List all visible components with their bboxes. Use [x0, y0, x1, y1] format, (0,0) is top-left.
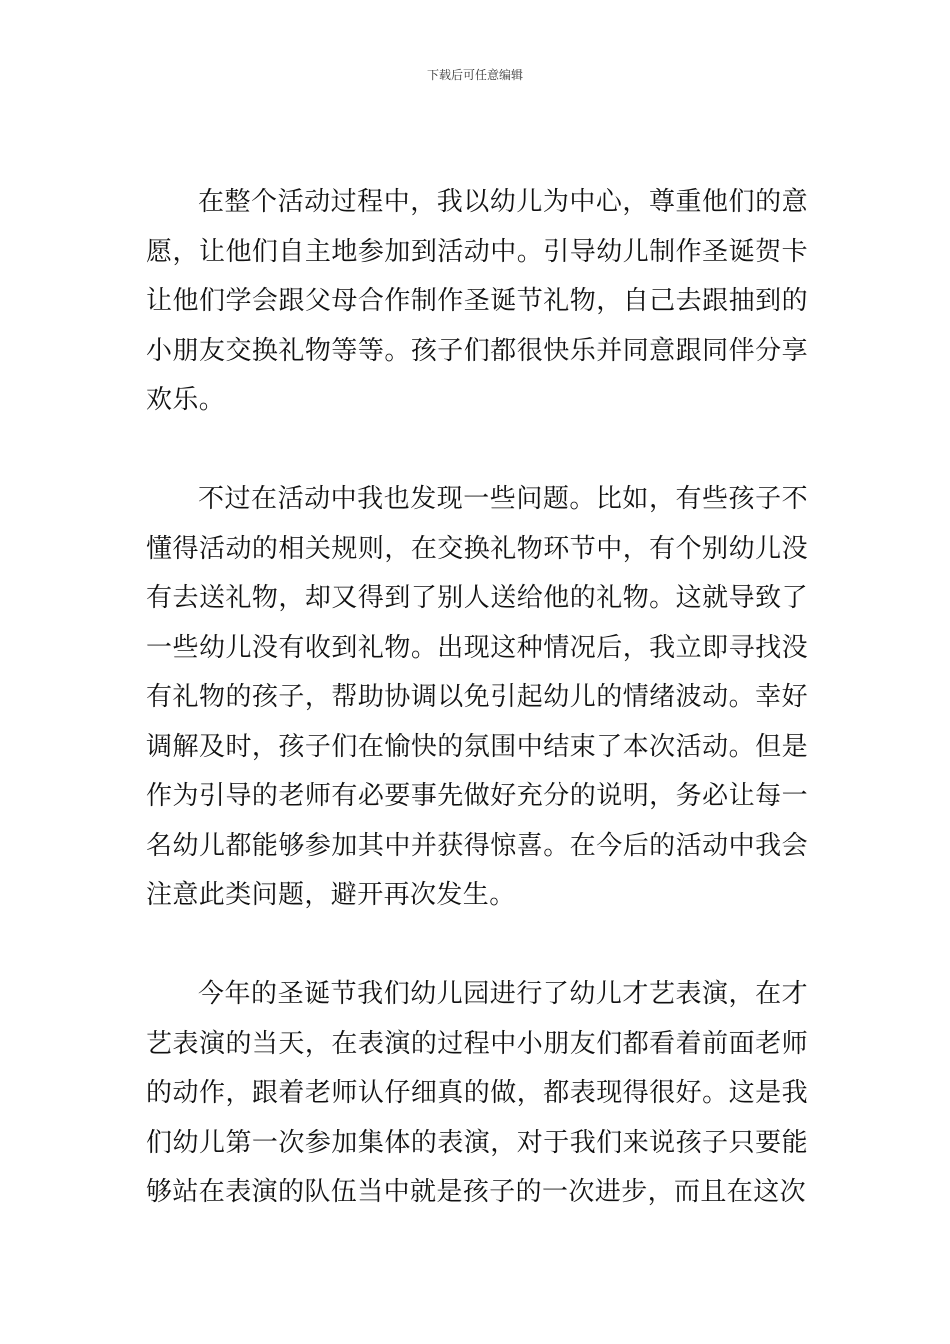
- paragraph-spacer: [146, 921, 808, 971]
- paragraph-spacer: [146, 426, 808, 476]
- document-body: [146, 178, 808, 1218]
- paragraph-2: 不过在活动中我也发现一些问题。比如，有些孩子不懂得活动的相关规则，在交换礼物环节中，有个别幼儿没有去送礼物，却又得到了别人送给他的礼物。这就导致了一些幼儿没有收到礼物。出现这种情况后，我立即寻找没有礼物的孩子，帮助协调以免引起幼儿的情绪波动。幸好调解及时，孩子们在愉快的氛围中结束了本次活动。但是作为引导的老师有必要事先做好充分的说明，务必让每一名幼儿都能够参加其中并获得惊喜。在今后的活动中我会注意此类问题，避开再次发生。: [146, 484, 808, 910]
- paragraph-3: 今年的圣诞节我们幼儿园进行了幼儿才艺表演，在才艺表演的当天，在表演的过程中小朋友们都看着前面老师的动作，跟着老师认仔细真的做，都表现得很好。这是我们幼儿第一次参加集体的表演，对于我们来说孩子只要能够站在表演的队伍当中就是孩子的一次进步，而且在这次: [146, 979, 808, 1207]
- paragraph-1: 在整个活动过程中，我以幼儿为中心，尊重他们的意愿，让他们自主地参加到活动中。引导幼儿制作圣诞贺卡让他们学会跟父母合作制作圣诞节礼物，自己去跟抽到的小朋友交换礼物等等。孩子们都很快乐并同意跟同伴分享欢乐。: [146, 187, 808, 415]
- page-header: 下载后可任意编辑: [426, 68, 523, 82]
